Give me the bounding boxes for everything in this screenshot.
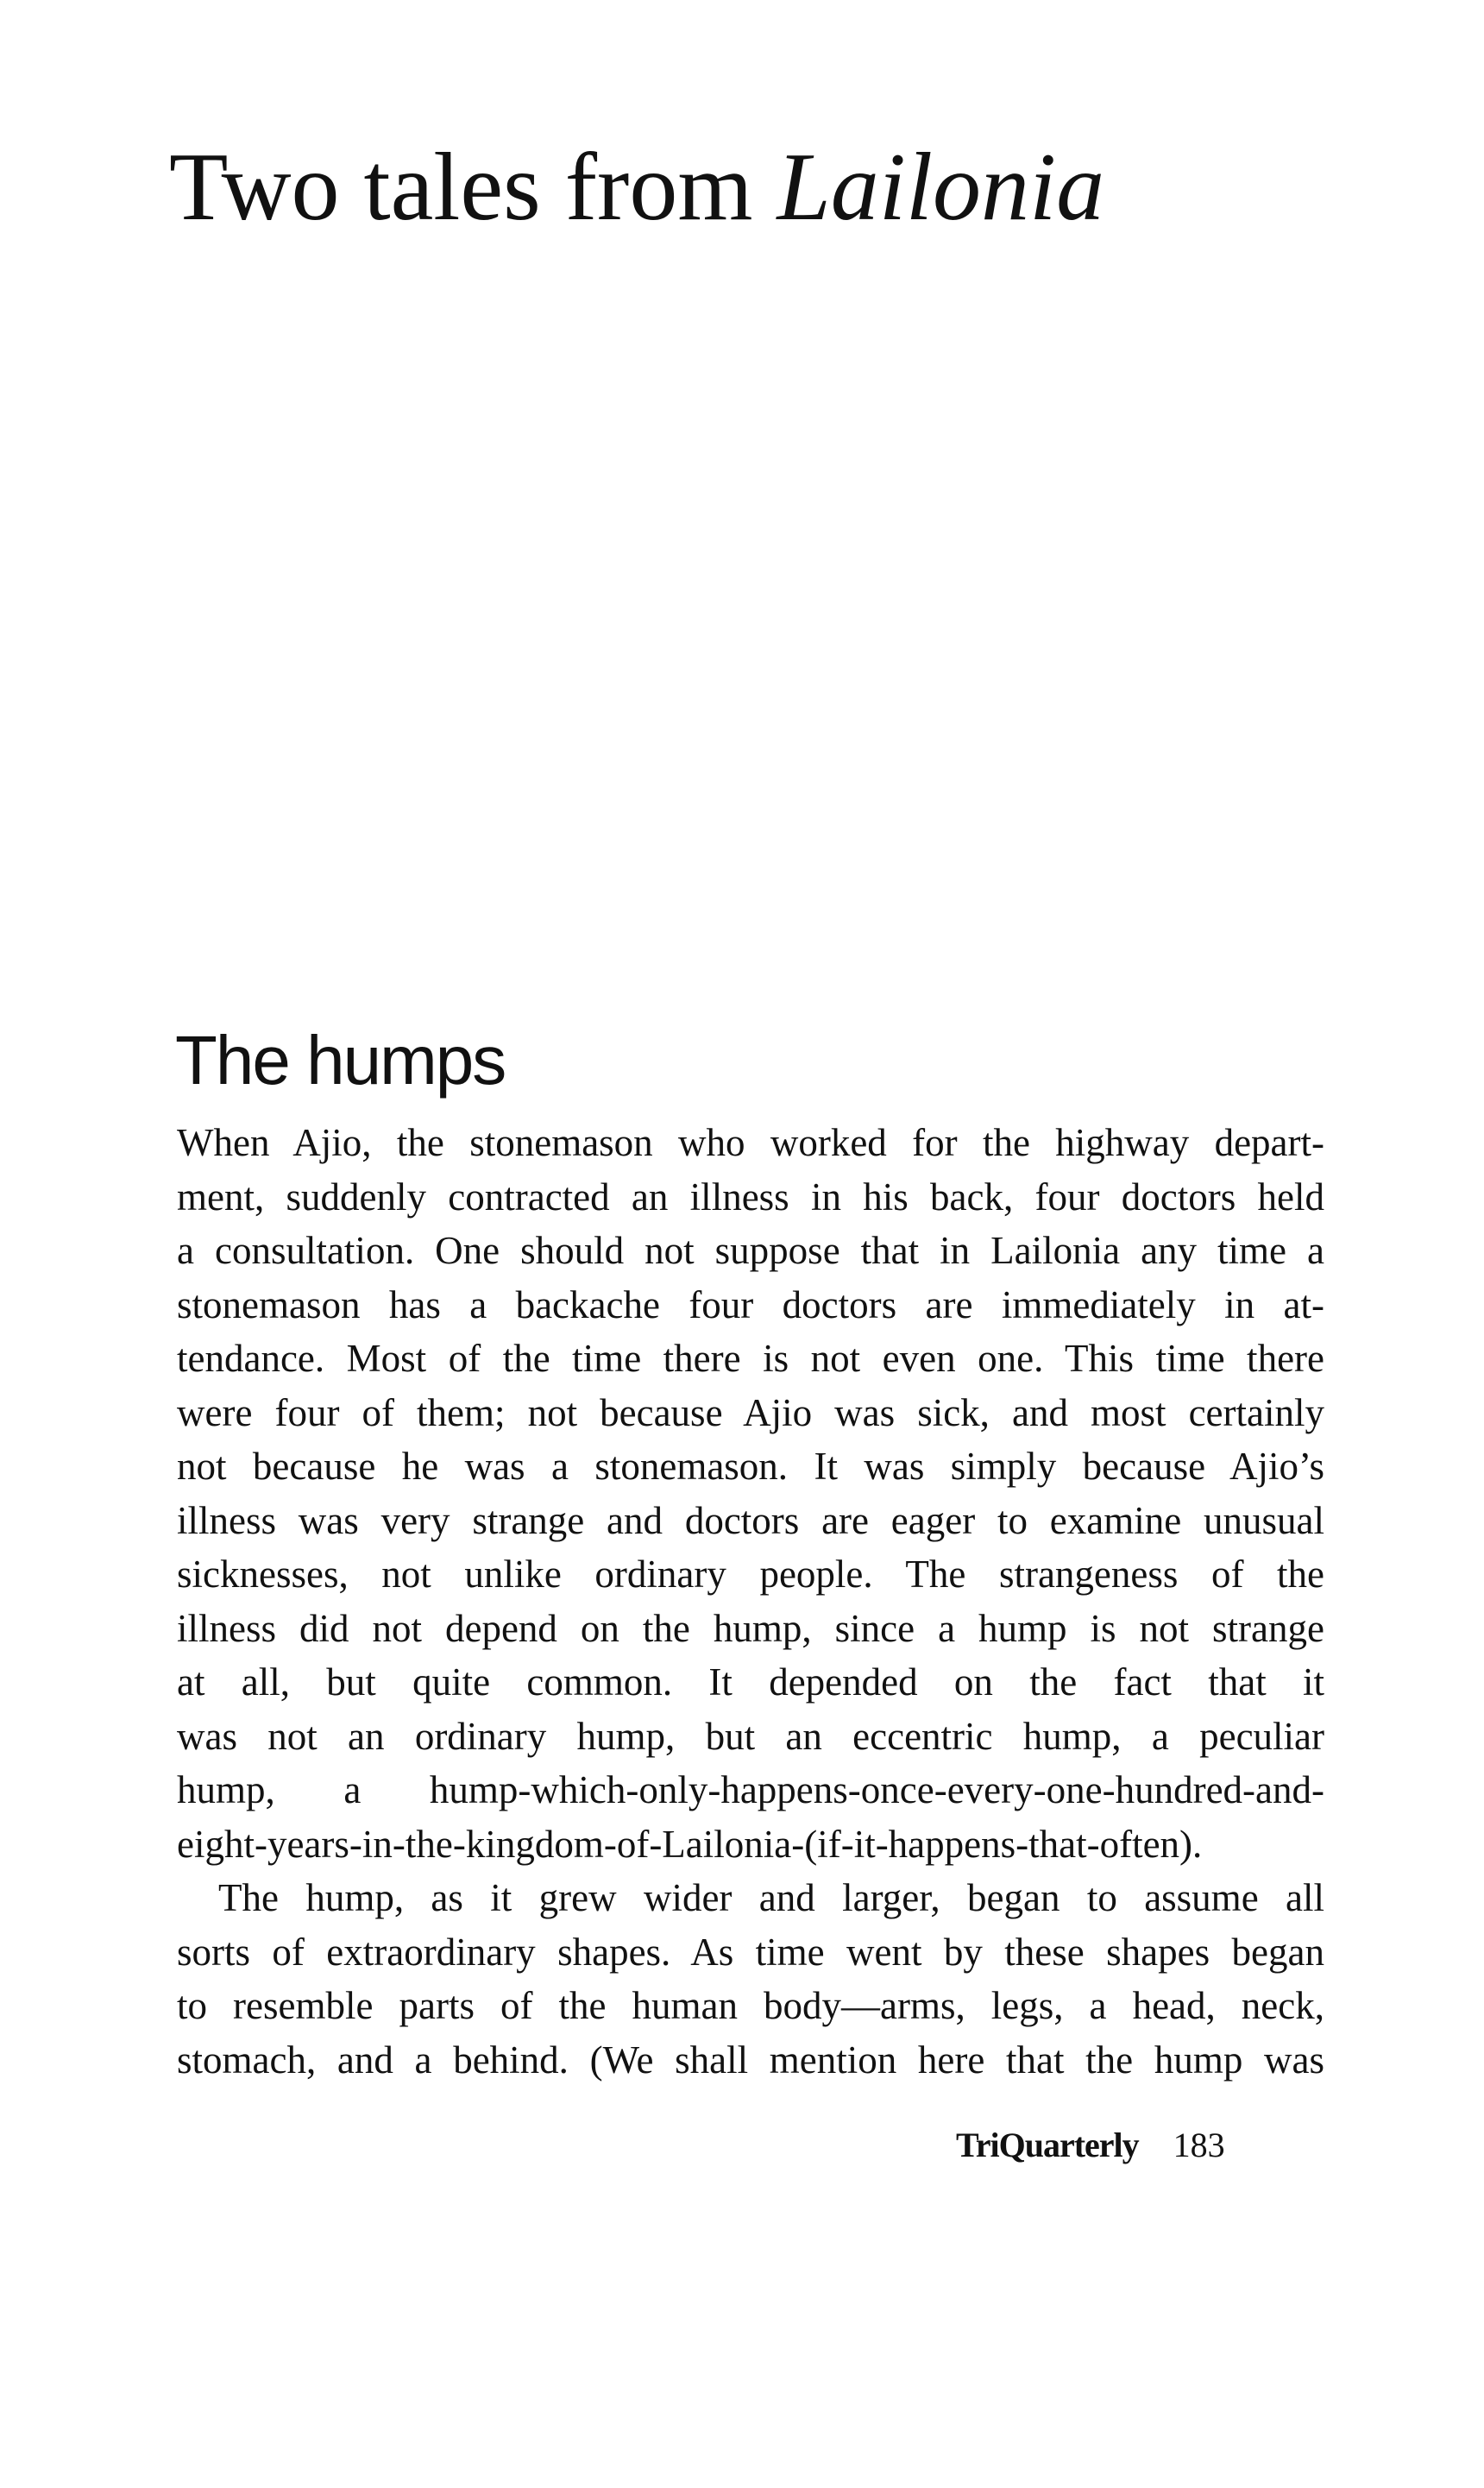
text-line: illness did not depend on the hump, since a hump is not strange [177,1606,1324,1650]
text-line: When Ajio, the stonemason who worked for the highway depart- [177,1121,1324,1164]
text-line: tendance. Most of the time there is not even one. This time there [177,1337,1324,1380]
title-prefix: Two tales from [169,134,777,241]
title-italic: Lailonia [777,134,1105,241]
text-line: a consultation. One should not suppose that in Lailonia any time a [177,1229,1324,1272]
text-line: stonemason has a backache four doctors are immediately in at- [177,1282,1324,1326]
page-number: 183 [1173,2126,1225,2164]
text-line: eight-years-in-the-kingdom-of-Lailonia-(if-it-happens-that-often). [177,1822,1203,1866]
text-line: The hump, as it grew wider and larger, began to assume all [218,1876,1324,1919]
text-line: was not an ordinary hump, but an eccentric hump, a peculiar [177,1714,1324,1758]
page-footer [956,2125,1225,2165]
text-line: sorts of extraordinary shapes. As time went by these shapes began [177,1930,1324,1974]
text-line: illness was very strange and doctors are eager to examine unusual [177,1498,1324,1542]
text-line: hump, a hump-which-only-happens-once-every-one-hundred-and- [177,1768,1324,1811]
page-title [169,129,1104,245]
text-line: stomach, and a behind. (We shall mention here that the hump was [177,2038,1324,2082]
text-line: not because he was a stonemason. It was simply because Ajio’s [177,1445,1324,1488]
text-line: were four of them; not because Ajio was sick, and most certainly [177,1390,1324,1434]
text-line: at all, but quite common. It depended on the fact that it [177,1660,1324,1704]
section-heading: The humps [175,1022,506,1099]
journal-name: TriQuarterly [956,2126,1139,2164]
text-line: ment, suddenly contracted an illness in his back, four doctors held [177,1175,1324,1219]
text-line: to resemble parts of the human body—arms, legs, a head, neck, [177,1984,1324,2027]
body-text [177,1116,1324,2087]
text-line: sicknesses, not unlike ordinary people. The strangeness of the [177,1553,1324,1596]
